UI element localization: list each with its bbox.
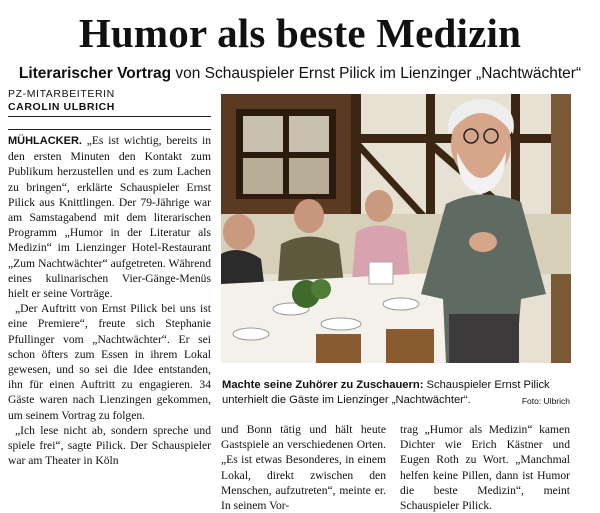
paragraph-2: „Der Auftritt von Ernst Pilick bei uns ist eine Premiere“, freute sich Stephanie Pfullinger vom „Nachtwächter“. Er sei schon öfters zum Essen in ihrem Lokal gewesen, und so sei die Idee entstanden, ihn für einen Auftritt zu engagieren. 34 Gäste waren nach Lienzingen gekommen, um seinem Vortrag zu folgen. (8, 302, 211, 422)
subheadline (0, 64, 600, 84)
article-column-middle (221, 422, 386, 513)
article-column-left (8, 133, 211, 503)
headline: Humor als beste Medizin (78, 10, 522, 56)
column-middle-text: und Bonn tätig und hält heute Gastspiele an verschiedenen Orten. „Es ist etwas Besonderes, in einem Lokal, direkt zwischen den Menschen, aufzutreten“, meinte er. In seinem Vor- (221, 423, 386, 513)
subhead-lead: Literarischer Vortrag (18, 65, 172, 82)
dateline: MÜHLACKER. (8, 135, 82, 147)
byline (8, 88, 115, 114)
article-photo (221, 94, 571, 363)
paragraph-1 (8, 133, 211, 301)
caption-text: Schauspieler Ernst Pilick unterhielt die Gäste im Lienzinger „Nachtwächter“. (222, 379, 550, 406)
byline-rule-top (8, 116, 211, 117)
paragraph-3: „Ich lese nicht ab, sondern spreche und spiele frei“, sagte Pilick. Der Schauspieler war am Theater in Köln (8, 423, 211, 468)
article-column-right (400, 422, 570, 513)
subhead-text: von Schauspieler Ernst Pilick im Lienzinger „Nachtwächter“ (171, 65, 582, 82)
byline-rule-bottom (8, 129, 211, 130)
column-right-text: trag „Humor als Medizin“ kamen Dichter wie Erich Kästner und Eugen Roth zu Wort. „Manchmal helfen keine Pillen, dann ist Humor die beste Medizin“, meint Schauspieler Pilick. (400, 423, 570, 513)
photo-caption (222, 378, 570, 408)
photo-credit: Foto: Ulbrich (521, 396, 570, 406)
byline-author: CAROLIN ULBRICH (8, 101, 115, 113)
caption-lead: Machte seine Zuhörer zu Zuschauern: (222, 379, 424, 391)
byline-role: PZ-MITARBEITERIN (8, 88, 115, 100)
paragraph-1-text: „Es ist wichtig, bereits in den ersten Minuten den Kontakt zum Publikum herzustellen und es zum Lachen zu bringen“, erklärte Schauspieler Ernst Pilick aus Knittlingen. Der 79-Jährige war am Samstagabend mit dem literarischen Programm „Humor in der Literatur als Medizin“ im Lienzinger Hotel-Restaurant „Zum Nachtwächter“ aufgetreten. Während eines kulinarischen Vier-Gänge-Menüs hielt er seine Vorträge. (8, 134, 211, 301)
